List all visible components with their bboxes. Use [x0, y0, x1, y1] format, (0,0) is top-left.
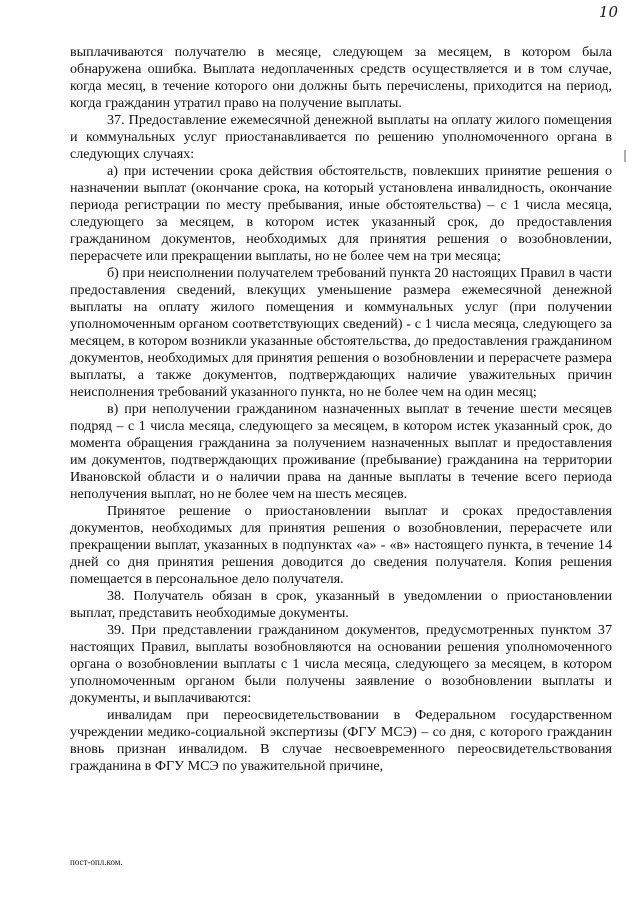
footer-filename: пост-опл.ком.: [70, 857, 123, 867]
paragraph-37-a: а) при истечении срока действия обстоятельств, повлекших принятие решения о назначении выплат (окончание срока, на который установлена инвалидность, окончание периода регистрации по месту пребывания, иные обстоятельства) – с 1 числа месяца, следующего за месяцем, в котором истек указанный срок, до предоставления гражданином документов, необходимых для принятия решения о возобновлении, перерасчете или прекращении выплаты, но не более чем на три месяца;: [70, 163, 612, 264]
margin-mark: [624, 150, 626, 162]
paragraph-invalids: инвалидам при переосвидетельствовании в Федеральном государственном учреждении медико-социальной экспертизы (ФГУ МСЭ) – со дня, с которого гражданин вновь признан инвалидом. В случае несвоевременного переосвидетельствования гражданина в ФГУ МСЭ по уважительной причине,: [70, 707, 612, 774]
document-body: [70, 44, 612, 775]
paragraph-39: 39. При представлении гражданином документов, предусмотренных пунктом 37 настоящих Правил, выплаты возобновляются на основании решения уполномоченного органа о возобновлении выплаты с 1 числа месяца, следующего за месяцем, в котором уполномоченным органом были получены заявление о возобновлении выплаты и документы, и выплачиваются:: [70, 622, 612, 706]
paragraph-continuation: выплачиваются получателю в месяце, следующем за месяцем, в котором была обнаружена ошибка. Выплата недоплаченных средств осуществляется и в том случае, когда месяц, в течение которого они должны быть перечислены, приходится на период, когда гражданин утратил право на получение выплаты.: [70, 44, 612, 111]
paragraph-decision: Принятое решение о приостановлении выплат и сроках предоставления документов, необходимых для принятия решения о возобновлении, перерасчете или прекращении выплат, указанных в подпунктах «а» - «в» настоящего пункта, в течение 14 дней со дня принятия решения доводится до сведения получателя. Копия решения помещается в персональное дело получателя.: [70, 503, 612, 587]
paragraph-37-b: б) при неисполнении получателем требований пункта 20 настоящих Правил в части предоставления сведений, влекущих уменьшение размера ежемесячной денежной выплаты на оплату жилого помещения и коммунальных услуг (при получении уполномоченным органом соответствующих сведений) - с 1 числа месяца, следующего за месяцем, в котором возникли указанные обстоятельства, до предоставления гражданином документов, необходимых для принятия решения о возобновлении и перерасчете размера выплаты, а также документов, подтверждающих наличие уважительных причин неисполнения требований указанного пункта, но не более чем на один месяц;: [70, 265, 612, 400]
paragraph-37: 37. Предоставление ежемесячной денежной выплаты на оплату жилого помещения и коммунальных услуг приостанавливается по решению уполномоченного органа в следующих случаях:: [70, 112, 612, 162]
page-number: 10: [598, 3, 618, 21]
paragraph-37-v: в) при неполучении гражданином назначенных выплат в течение шести месяцев подряд – с 1 числа месяца, следующего за месяцем, в котором истек указанный срок, до момента обращения гражданина за получением назначенных выплат и предоставления им документов, подтверждающих проживание (пребывание) гражданина на территории Ивановской области и о наличии права на данные выплаты в течение всего периода неполучения выплат, но не более чем на шесть месяцев.: [70, 401, 612, 502]
paragraph-38: 38. Получатель обязан в срок, указанный в уведомлении о приостановлении выплат, представить необходимые документы.: [70, 588, 612, 621]
